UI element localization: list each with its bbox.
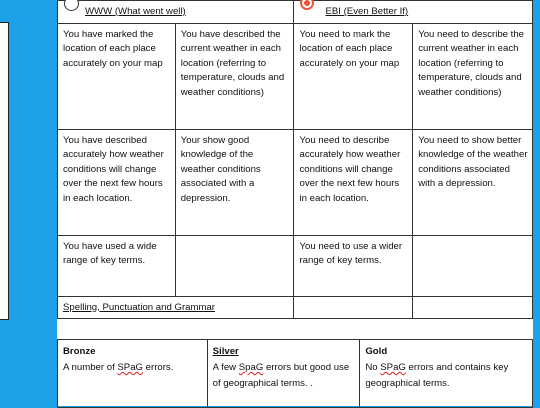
- gold-title: Gold: [365, 346, 388, 357]
- gold-cell: [360, 340, 533, 408]
- table-cell: You need to use a wider range of key terms.: [294, 235, 413, 296]
- header-row: [58, 1, 533, 24]
- gold-text: No SPaG errors and contains key geographical terms.: [365, 362, 509, 389]
- feedback-table: [57, 0, 533, 319]
- spag-label: Spelling, Punctuation and Grammar: [63, 301, 215, 313]
- silver-text: A few SpaG errors but good use of geographical terms. .: [212, 362, 350, 389]
- right-background: [533, 0, 540, 406]
- bronze-title: Bronze: [63, 346, 96, 357]
- table-cell: You have described accurately how weather conditions will change over the next few hours in each location.: [58, 129, 176, 235]
- table-cell: You have marked the location of each place accurately on your map: [58, 23, 176, 129]
- silver-cell: [207, 340, 360, 408]
- left-panel-edge: [0, 22, 9, 320]
- spag-levels-table: [57, 339, 533, 408]
- table-cell: [413, 296, 533, 319]
- bronze-text: A number of SPaG errors.: [63, 362, 174, 373]
- www-header-cell: [58, 1, 294, 24]
- spag-row: [58, 296, 533, 319]
- silver-title: Silver: [212, 346, 239, 357]
- www-header: WWW (What went well): [85, 6, 186, 17]
- table-cell: You need to describe accurately how weather conditions will change over the next few hours in each location.: [294, 129, 413, 235]
- table-cell: [413, 235, 533, 296]
- table-cell: You have described the current weather in each location (referring to temperature, clouds and weather conditions): [175, 23, 294, 129]
- spag-label-cell: [58, 296, 294, 319]
- table-cell: Your show good knowledge of the weather conditions associated with a depression.: [175, 129, 294, 235]
- table-cell: You need to show better knowledge of the weather conditions associated with a depression.: [413, 129, 533, 235]
- table-cell: You have used a wide range of key terms.: [58, 235, 176, 296]
- table-row: [58, 235, 533, 296]
- table-cell: You need to describe the current weather in each location (referring to temperature, clouds and weather conditions): [413, 23, 533, 129]
- table-row: [58, 129, 533, 235]
- table-row: [58, 23, 533, 129]
- feedback-document: [57, 0, 533, 406]
- table-cell: [175, 235, 294, 296]
- ebi-header: EBI (Even Better If): [325, 6, 409, 17]
- bronze-cell: [58, 340, 208, 408]
- ebi-header-cell: [294, 1, 533, 24]
- table-cell: [294, 296, 413, 319]
- spag-levels-row: [58, 340, 533, 408]
- table-cell: You need to mark the location of each place accurately on your map: [294, 23, 413, 129]
